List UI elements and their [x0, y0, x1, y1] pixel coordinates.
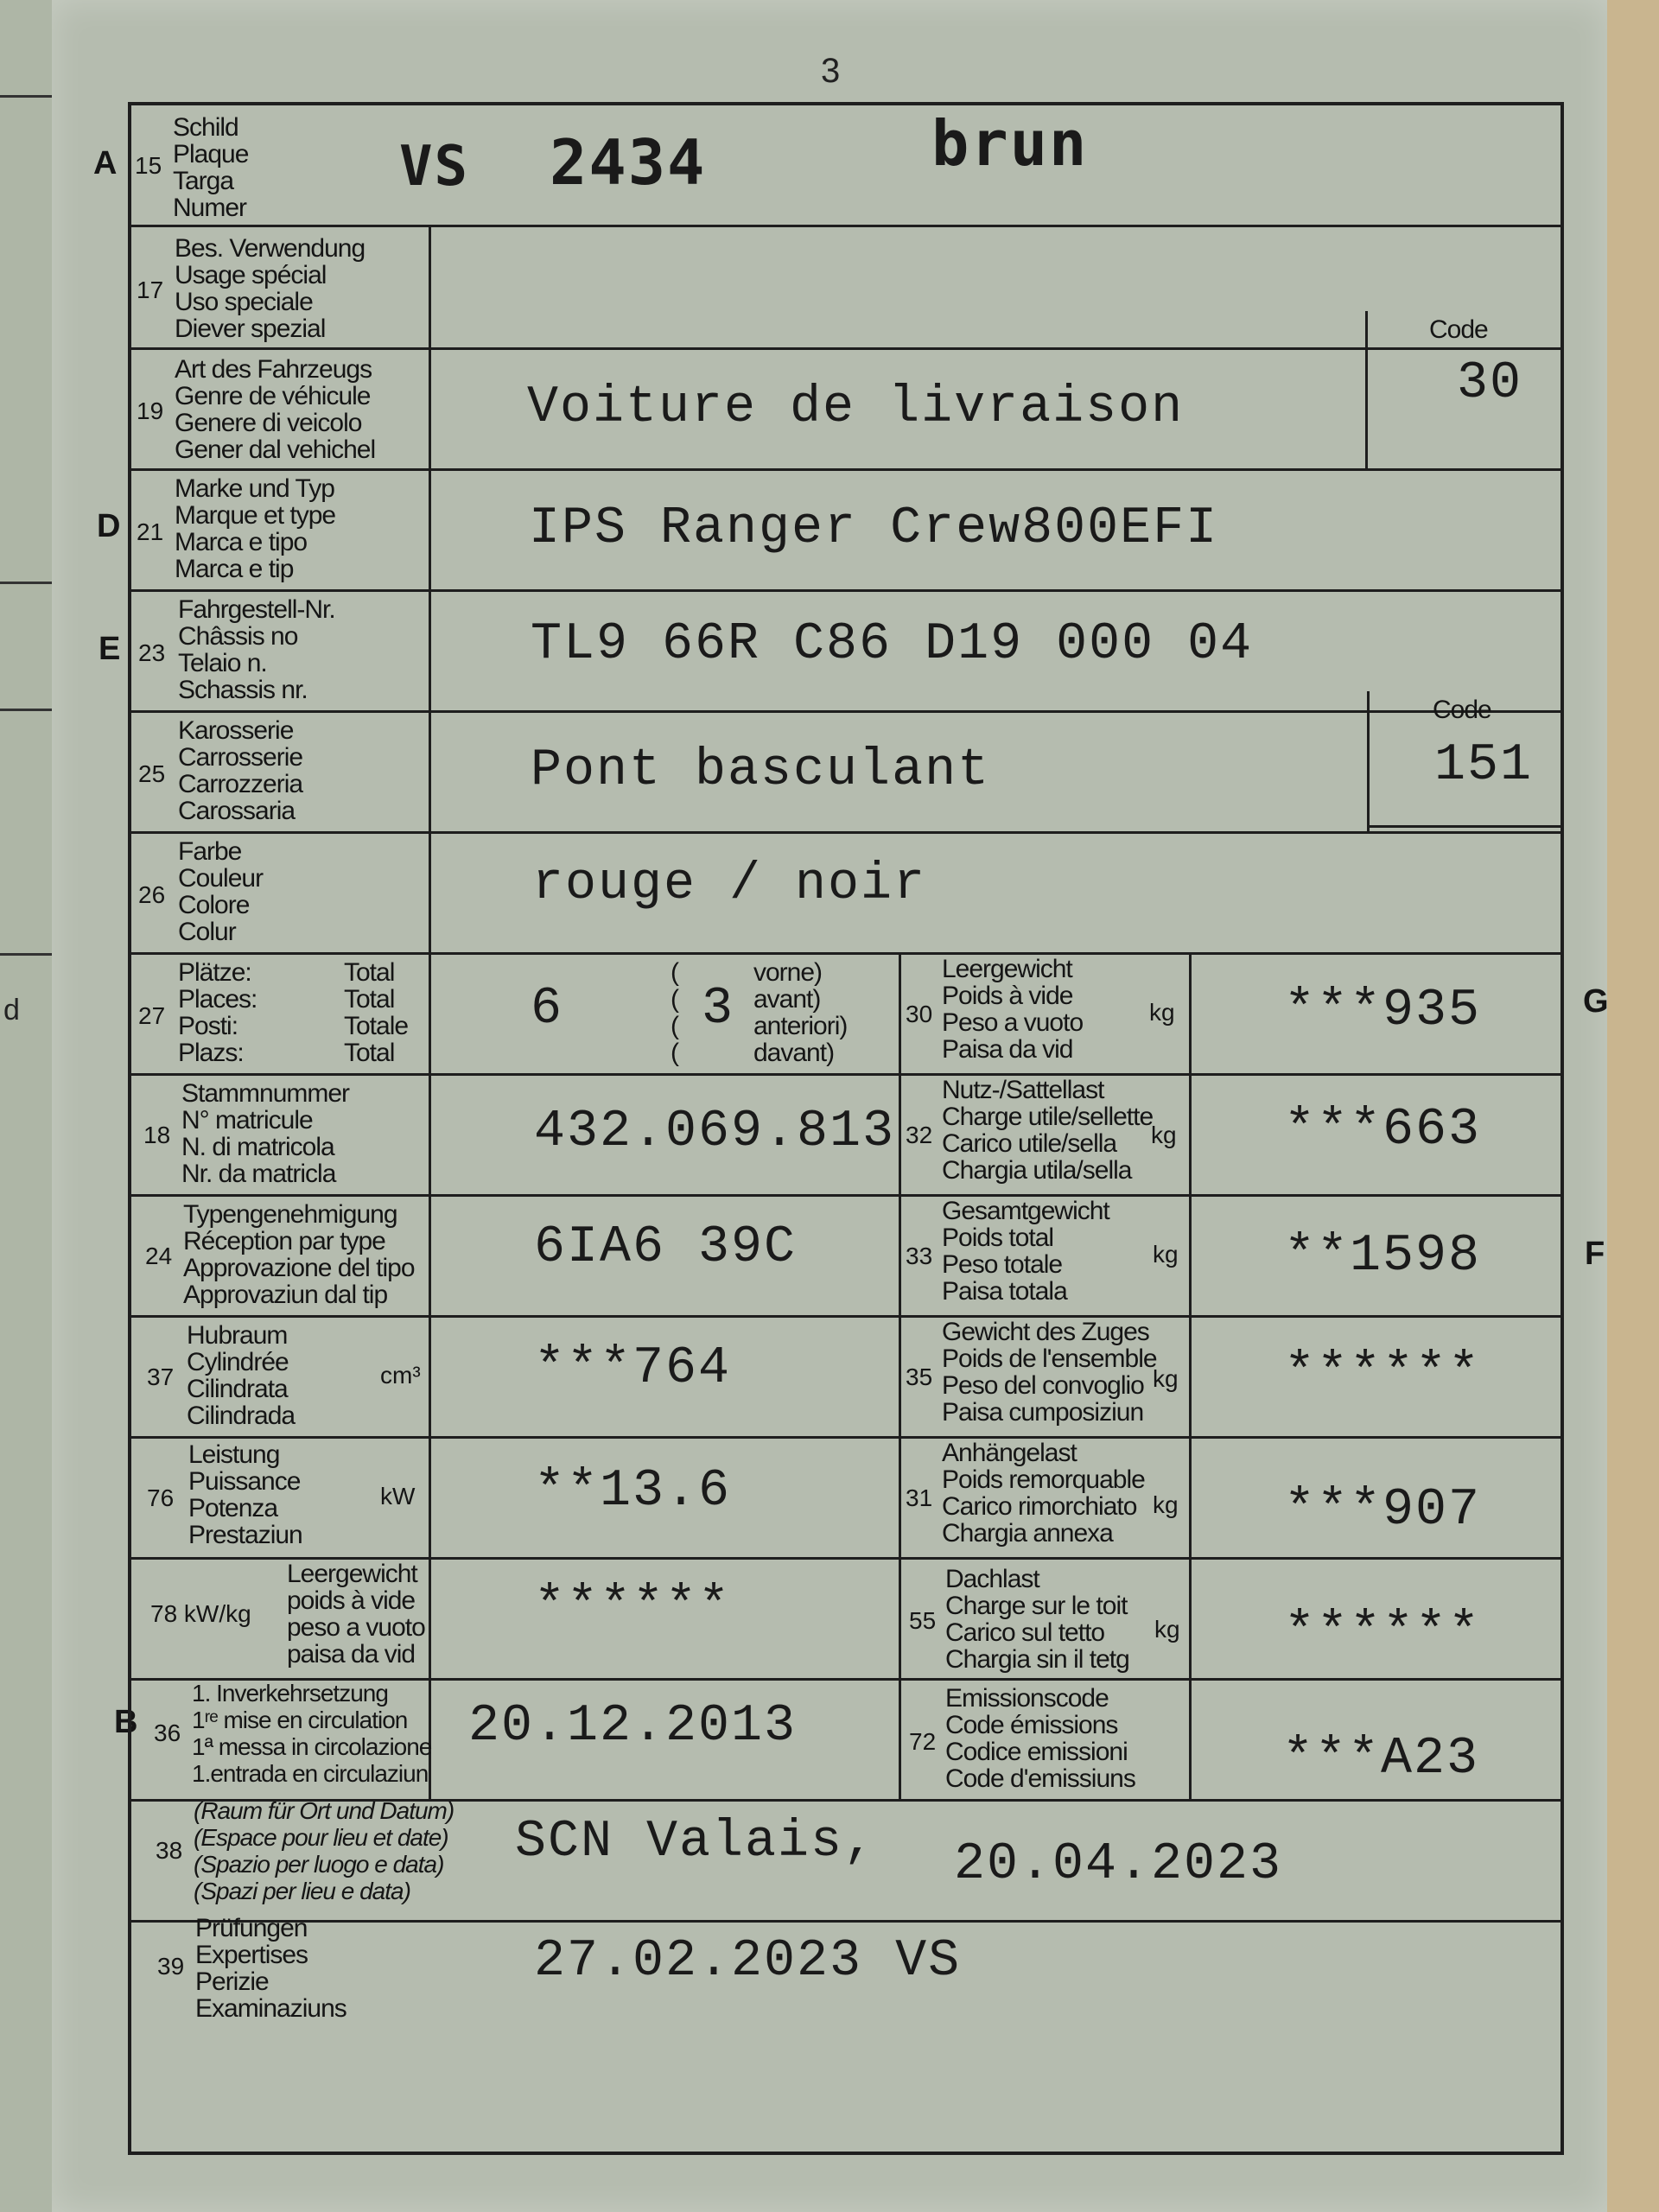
margin-letter-f: F [1585, 1236, 1605, 1272]
row-divider [128, 1073, 1564, 1076]
field-30-label: Leergewicht Poids à vide Peso a vuoto Paisa da vid [942, 955, 1084, 1064]
field-number: 31 [906, 1484, 933, 1511]
field-38-label: (Raum für Ort und Datum) (Espace pour lieu et date) (Spazio per luogo e data) (Spazi per lieu e data) [194, 1797, 454, 1904]
row-divider [128, 831, 1564, 834]
first-registration-value: 20.12.2013 [468, 1697, 798, 1756]
matriculation-number-value: 432.069.813 [534, 1103, 896, 1161]
inspection-value: 27.02.2023 VS [534, 1932, 962, 1991]
power-value: **13.6 [534, 1462, 732, 1521]
field-27-label: Plätze: Places: Posti: Plazs: [178, 958, 257, 1067]
field-78-label: Leergewicht poids à vide peso a vuoto paisa da vid [287, 1560, 425, 1669]
field-15-label: Schild Plaque Targa Numer [173, 113, 249, 222]
vehicle-type-value: Voiture de livraison [527, 378, 1185, 437]
body-type-value: Pont basculant [531, 741, 991, 800]
color-value: rouge / noir [532, 855, 927, 914]
roof-load-value: ****** [1284, 1604, 1482, 1662]
unit-kg: kg [1149, 999, 1175, 1026]
field-17-label: Bes. Verwendung Usage spécial Uso speciale Diever spezial [175, 234, 365, 343]
margin-letter-g: G [1583, 983, 1609, 1020]
type-approval-value: 6IA6 39C [534, 1218, 798, 1277]
value-column-divider [1189, 952, 1192, 1799]
code-column-divider [1365, 311, 1368, 468]
row-divider [128, 468, 1564, 471]
middle-column-divider [899, 952, 901, 1799]
left-page-text: d [3, 994, 20, 1027]
seats-front-value: 3 [702, 980, 735, 1039]
field-number: 27 [138, 1002, 166, 1029]
row-divider [128, 347, 1564, 350]
field-23-label: Fahrgestell-Nr. Châssis no Telaio n. Schassis nr. [178, 595, 335, 704]
emission-code-value: ***A23 [1282, 1730, 1480, 1789]
field-36-label: 1. Inverkehrsetzung 1ʳᵉ mise en circulation 1ª messa in circolazione 1.entrada en circulaziun [192, 1680, 432, 1787]
field-37-label: Hubraum Cylindrée Cilindrata Cilindrada [187, 1321, 296, 1430]
field-number: 76 [147, 1484, 175, 1511]
row-divider [128, 1436, 1564, 1439]
field-55-label: Dachlast Charge sur le toit Carico sul tetto Chargia sin il tetg [945, 1565, 1129, 1674]
code-box-divider [1367, 825, 1564, 828]
field-number: 19 [137, 397, 164, 424]
margin-letter-e: E [99, 631, 121, 667]
power-to-weight-value: ****** [534, 1578, 732, 1637]
total-weight-value: **1598 [1284, 1227, 1482, 1286]
code-label: Code [1429, 315, 1488, 344]
page-number: 3 [821, 52, 841, 90]
seats-front-label: vorne) avant) anteriori) davant) [753, 958, 848, 1067]
row-divider [128, 1194, 1564, 1197]
field-24-label: Typengenehmigung Réception par type Approvazione del tipo Approvaziun dal tip [183, 1200, 415, 1309]
field-18-label: Stammnummer N° matricule N. di matricola Nr. da matricla [181, 1079, 350, 1188]
field-number: 37 [147, 1363, 175, 1390]
field-number: 23 [138, 639, 166, 666]
issue-date-value: 20.04.2023 [954, 1835, 1283, 1894]
place-value: SCN Valais, [515, 1813, 877, 1872]
field-number: 78 kW/kg [150, 1600, 251, 1627]
front-seats-bracket: ( ( ( ( [671, 958, 679, 1067]
unit-kg: kg [1153, 1491, 1179, 1518]
field-number: 24 [145, 1243, 173, 1269]
margin-letter-b: B [114, 1704, 138, 1740]
code-column-divider [1367, 691, 1370, 831]
field-76-label: Leistung Puissance Potenza Prestaziun [188, 1440, 302, 1549]
field-number: 21 [137, 518, 164, 545]
margin-letter-a: A [93, 145, 118, 181]
field-number: 72 [909, 1728, 937, 1755]
field-31-label: Anhängelast Poids remorquable Carico rimorchiato Chargia annexa [942, 1439, 1145, 1548]
row-divider [128, 710, 1564, 713]
unit-kg: kg [1151, 1122, 1177, 1148]
row-divider [128, 589, 1564, 592]
row-divider [128, 952, 1564, 955]
field-33-label: Gesamtgewicht Poids total Peso totale Paisa totala [942, 1197, 1109, 1306]
field-number: 38 [156, 1837, 183, 1864]
payload-value: ***663 [1284, 1101, 1482, 1160]
field-27-total-label: Total Total Totale Total [344, 958, 409, 1067]
field-number: 25 [138, 760, 166, 787]
unit-kg: kg [1153, 1365, 1179, 1392]
field-21-label: Marke und Typ Marque et type Marca e tipo Marca e tip [175, 474, 336, 583]
body-type-code: 151 [1434, 736, 1534, 795]
field-number: 33 [906, 1243, 933, 1269]
field-number: 26 [138, 881, 166, 908]
displacement-value: ***764 [534, 1339, 732, 1398]
field-number: 35 [906, 1363, 933, 1390]
field-number: 36 [154, 1719, 181, 1746]
towing-weight-value: ***907 [1284, 1481, 1482, 1540]
vehicle-type-code: 30 [1457, 354, 1523, 413]
code-label: Code [1433, 696, 1491, 724]
field-number: 15 [135, 152, 162, 179]
margin-letter-d: D [97, 508, 121, 544]
field-35-label: Gewicht des Zuges Poids de l'ensemble Peso del convoglio Paisa cumposiziun [942, 1318, 1157, 1427]
field-32-label: Nutz-/Sattellast Charge utile/sellette Carico utile/sella Chargia utila/sella [942, 1076, 1154, 1185]
field-72-label: Emissionscode Code émissions Codice emissioni Code d'emissiuns [945, 1684, 1135, 1793]
seats-total-value: 6 [531, 980, 564, 1039]
chassis-number-value: TL9 66R C86 D19 000 04 [531, 615, 1254, 674]
empty-weight-value: ***935 [1284, 982, 1482, 1040]
unit-kg: kg [1154, 1616, 1180, 1643]
unit-kg: kg [1153, 1241, 1179, 1268]
field-26-label: Farbe Couleur Colore Colur [178, 837, 264, 946]
field-25-label: Karosserie Carrosserie Carrozzeria Carossaria [178, 716, 303, 825]
plate-canton: VS [399, 135, 470, 199]
field-number: 55 [909, 1607, 937, 1634]
field-number: 17 [137, 276, 164, 303]
label-column-divider [429, 225, 431, 1799]
plate-color: brun [931, 107, 1089, 180]
row-divider [128, 225, 1564, 227]
field-number: 18 [143, 1122, 171, 1148]
row-divider [128, 1315, 1564, 1318]
field-19-label: Art des Fahrzeugs Genre de véhicule Genere di veicolo Gener dal vehichel [175, 355, 376, 464]
make-model-value: IPS Ranger Crew800EFI [529, 499, 1219, 558]
unit-cm3: cm³ [380, 1362, 421, 1389]
unit-kw: kW [380, 1483, 416, 1510]
plate-number: 2434 [550, 126, 707, 199]
combination-weight-value: ****** [1284, 1344, 1482, 1403]
field-number: 30 [906, 1001, 933, 1027]
field-39-label: Prüfungen Expertises Perizie Examinaziuns [195, 1914, 346, 2023]
field-number: 39 [157, 1953, 185, 1980]
field-number: 32 [906, 1122, 933, 1148]
